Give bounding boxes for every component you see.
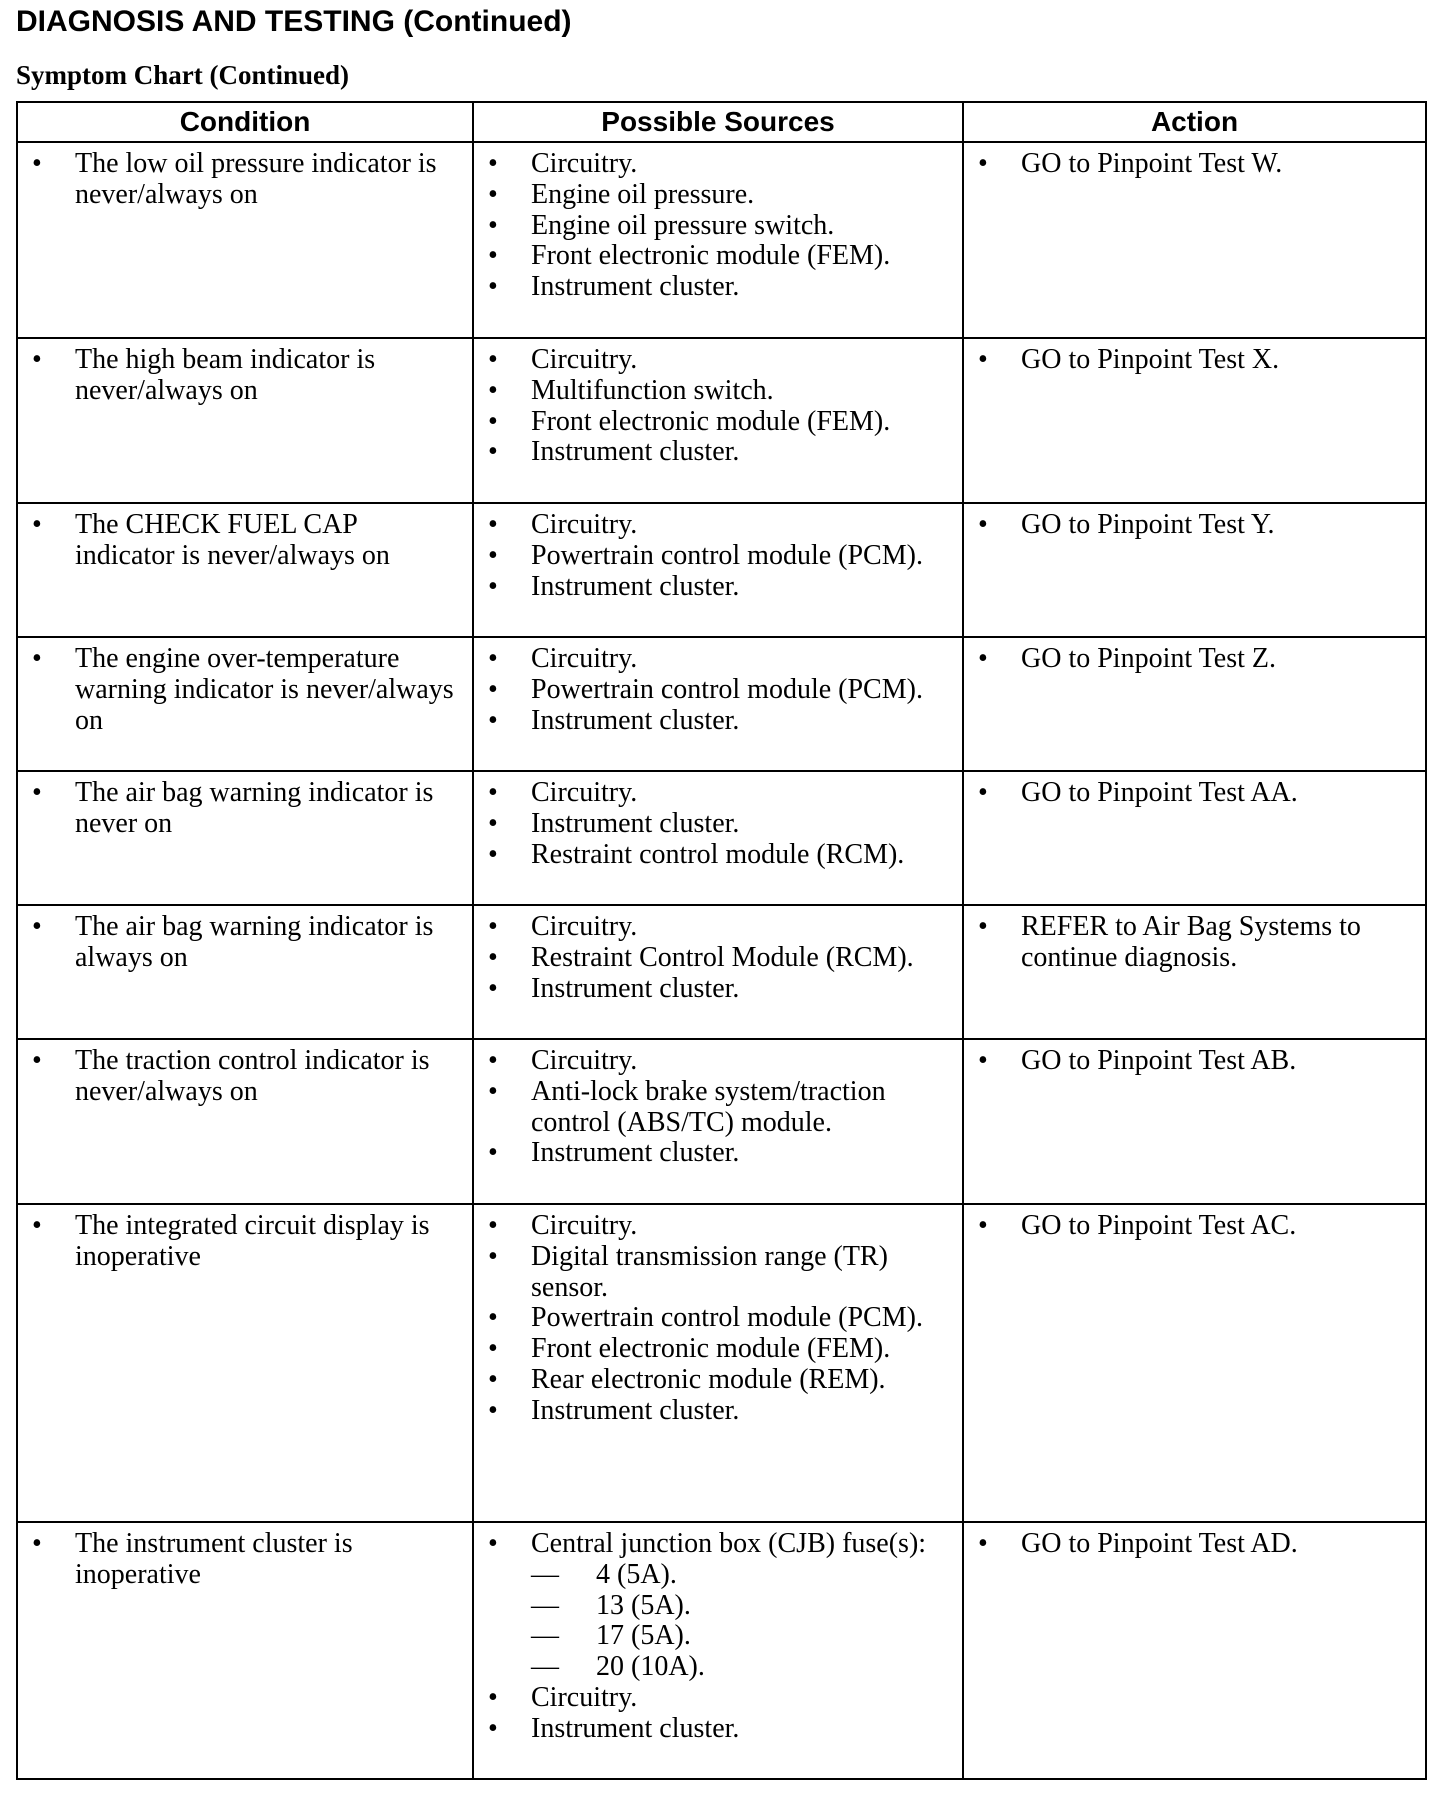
possible-sources-list bbox=[484, 345, 948, 468]
condition-cell bbox=[17, 1039, 473, 1204]
fuse-item bbox=[531, 1560, 948, 1591]
source-text: Instrument cluster. bbox=[531, 436, 740, 468]
possible-sources-list bbox=[484, 1529, 948, 1745]
action-list bbox=[974, 912, 1411, 974]
fuse-item bbox=[531, 1652, 948, 1683]
action-cell bbox=[963, 503, 1426, 637]
action-item bbox=[974, 1046, 1411, 1077]
bullet-icon: • bbox=[488, 911, 498, 942]
action-cell bbox=[963, 1039, 1426, 1204]
bullet-icon: • bbox=[488, 777, 498, 808]
page-title: DIAGNOSIS AND TESTING (Continued) bbox=[16, 5, 572, 38]
bullet-icon: • bbox=[32, 643, 42, 674]
condition-list bbox=[28, 345, 458, 407]
table-row bbox=[17, 338, 1426, 503]
bullet-icon: • bbox=[32, 509, 42, 540]
bullet-icon: • bbox=[488, 1045, 498, 1076]
bullet-icon: • bbox=[488, 1137, 498, 1169]
source-item bbox=[484, 1138, 948, 1169]
source-text: Powertrain control module (PCM). bbox=[531, 539, 923, 571]
table-row bbox=[17, 142, 1426, 338]
action-cell bbox=[963, 142, 1426, 338]
source-text: Circuitry. bbox=[531, 509, 638, 540]
source-item bbox=[484, 407, 948, 438]
action-item bbox=[974, 510, 1411, 541]
bullet-icon: • bbox=[32, 911, 42, 942]
bullet-icon: • bbox=[488, 1712, 498, 1744]
action-cell bbox=[963, 1204, 1426, 1522]
source-text: Circuitry. bbox=[531, 1045, 638, 1076]
source-text: Circuitry. bbox=[531, 643, 638, 674]
bullet-icon: • bbox=[978, 148, 988, 179]
source-item bbox=[484, 912, 948, 943]
condition-text: The air bag warning indicator is always on bbox=[75, 911, 434, 973]
bullet-icon: • bbox=[488, 1528, 498, 1559]
action-item bbox=[974, 912, 1411, 974]
source-item bbox=[484, 706, 948, 737]
source-item bbox=[484, 345, 948, 376]
bullet-icon: • bbox=[488, 344, 498, 375]
table-row bbox=[17, 771, 1426, 905]
bullet-icon: • bbox=[978, 1528, 988, 1559]
action-item bbox=[974, 1529, 1411, 1560]
table-row bbox=[17, 637, 1426, 771]
condition-list bbox=[28, 1211, 458, 1273]
source-item bbox=[484, 272, 948, 303]
possible-sources-cell bbox=[473, 771, 963, 905]
source-text: Instrument cluster. bbox=[531, 570, 740, 602]
possible-sources-list bbox=[484, 644, 948, 736]
condition-text: The engine over-temperature warning indicator is never/always on bbox=[75, 643, 454, 736]
source-text: Powertrain control module (PCM). bbox=[531, 673, 923, 705]
table-row bbox=[17, 503, 1426, 637]
source-item bbox=[484, 180, 948, 211]
condition-list bbox=[28, 1529, 458, 1591]
table-row bbox=[17, 1204, 1426, 1522]
possible-sources-cell bbox=[473, 637, 963, 771]
action-list bbox=[974, 1046, 1411, 1077]
source-item bbox=[484, 644, 948, 675]
bullet-icon: • bbox=[488, 1363, 498, 1395]
condition-item bbox=[28, 510, 458, 572]
fuse-item bbox=[531, 1591, 948, 1622]
dash-icon: — bbox=[531, 1651, 559, 1683]
bullet-icon: • bbox=[488, 509, 498, 540]
possible-sources-cell bbox=[473, 1039, 963, 1204]
condition-text: The instrument cluster is inoperative bbox=[75, 1528, 353, 1590]
bullet-icon: • bbox=[32, 777, 42, 808]
action-text: GO to Pinpoint Test W. bbox=[1021, 148, 1283, 179]
condition-item bbox=[28, 345, 458, 407]
source-item bbox=[484, 1396, 948, 1427]
source-item bbox=[484, 1242, 948, 1304]
bullet-icon: • bbox=[32, 1528, 42, 1559]
source-item bbox=[484, 778, 948, 809]
action-item bbox=[974, 1211, 1411, 1242]
possible-sources-cell bbox=[473, 905, 963, 1039]
condition-list bbox=[28, 644, 458, 736]
source-item bbox=[484, 241, 948, 272]
action-list bbox=[974, 778, 1411, 809]
possible-sources-list bbox=[484, 778, 948, 870]
source-text: Rear electronic module (REM). bbox=[531, 1363, 886, 1395]
bullet-icon: • bbox=[978, 911, 988, 942]
dash-icon: — bbox=[531, 1558, 559, 1590]
source-item bbox=[484, 1211, 948, 1242]
source-text: Central junction box (CJB) fuse(s): bbox=[531, 1528, 927, 1559]
source-text: Circuitry. bbox=[531, 344, 638, 375]
source-item bbox=[484, 943, 948, 974]
bullet-icon: • bbox=[978, 344, 988, 375]
section-title: Symptom Chart (Continued) bbox=[16, 60, 350, 90]
source-item bbox=[484, 1714, 948, 1745]
bullet-icon: • bbox=[488, 704, 498, 736]
source-text: Multifunction switch. bbox=[531, 374, 774, 406]
condition-list bbox=[28, 912, 458, 974]
source-text: Instrument cluster. bbox=[531, 1137, 740, 1169]
source-item bbox=[484, 376, 948, 407]
condition-text: The integrated circuit display is inoperative bbox=[75, 1210, 430, 1272]
bullet-icon: • bbox=[488, 1302, 498, 1334]
bullet-icon: • bbox=[488, 1394, 498, 1426]
bullet-icon: • bbox=[488, 643, 498, 674]
possible-sources-list bbox=[484, 149, 948, 303]
source-item bbox=[484, 1683, 948, 1714]
action-item bbox=[974, 345, 1411, 376]
table-row bbox=[17, 1039, 1426, 1204]
table-row bbox=[17, 905, 1426, 1039]
action-item bbox=[974, 644, 1411, 675]
source-item bbox=[484, 572, 948, 603]
source-text: Instrument cluster. bbox=[531, 807, 740, 839]
source-text: Circuitry. bbox=[531, 1210, 638, 1241]
action-text: GO to Pinpoint Test X. bbox=[1021, 344, 1280, 375]
bullet-icon: • bbox=[488, 570, 498, 602]
condition-cell bbox=[17, 637, 473, 771]
possible-sources-cell bbox=[473, 503, 963, 637]
source-item bbox=[484, 1046, 948, 1077]
action-item bbox=[974, 149, 1411, 180]
condition-cell bbox=[17, 771, 473, 905]
source-item bbox=[484, 809, 948, 840]
bullet-icon: • bbox=[488, 436, 498, 468]
source-item bbox=[484, 1529, 948, 1683]
source-item bbox=[484, 149, 948, 180]
condition-item bbox=[28, 1529, 458, 1591]
table-body bbox=[17, 142, 1426, 1779]
bullet-icon: • bbox=[978, 509, 988, 540]
condition-text: The low oil pressure indicator is never/always on bbox=[75, 148, 437, 210]
condition-text: The high beam indicator is never/always on bbox=[75, 344, 376, 406]
action-cell bbox=[963, 771, 1426, 905]
bullet-icon: • bbox=[978, 643, 988, 674]
bullet-icon: • bbox=[488, 838, 498, 870]
possible-sources-cell bbox=[473, 1204, 963, 1522]
condition-list bbox=[28, 510, 458, 572]
condition-cell bbox=[17, 142, 473, 338]
action-cell bbox=[963, 1522, 1426, 1779]
possible-sources-list bbox=[484, 1211, 948, 1427]
source-text: Circuitry. bbox=[531, 911, 638, 942]
fuse-text: 20 (10A). bbox=[596, 1651, 705, 1683]
table-header-row bbox=[17, 102, 1426, 142]
bullet-icon: • bbox=[488, 941, 498, 973]
source-text: Powertrain control module (PCM). bbox=[531, 1302, 923, 1334]
source-item bbox=[484, 1303, 948, 1334]
source-text: Circuitry. bbox=[531, 1681, 638, 1713]
source-item bbox=[484, 1077, 948, 1139]
bullet-icon: • bbox=[488, 539, 498, 571]
condition-text: The air bag warning indicator is never on bbox=[75, 777, 434, 839]
bullet-icon: • bbox=[488, 673, 498, 705]
bullet-icon: • bbox=[488, 271, 498, 303]
action-list bbox=[974, 510, 1411, 541]
column-header-condition: Condition bbox=[17, 102, 473, 142]
condition-item bbox=[28, 1211, 458, 1273]
bullet-icon: • bbox=[978, 1045, 988, 1076]
condition-cell bbox=[17, 503, 473, 637]
action-list bbox=[974, 1211, 1411, 1242]
column-header-possible-sources: Possible Sources bbox=[473, 102, 963, 142]
condition-list bbox=[28, 1046, 458, 1108]
source-text: Engine oil pressure switch. bbox=[531, 209, 835, 241]
source-text: Instrument cluster. bbox=[531, 972, 740, 1004]
fuse-list bbox=[531, 1560, 948, 1683]
bullet-icon: • bbox=[488, 1333, 498, 1365]
bullet-icon: • bbox=[488, 240, 498, 272]
action-list bbox=[974, 345, 1411, 376]
condition-list bbox=[28, 778, 458, 840]
column-header-action: Action bbox=[963, 102, 1426, 142]
bullet-icon: • bbox=[488, 1210, 498, 1241]
possible-sources-cell bbox=[473, 338, 963, 503]
source-text: Circuitry. bbox=[531, 148, 638, 179]
condition-text: The CHECK FUEL CAP indicator is never/always on bbox=[75, 509, 390, 571]
possible-sources-list bbox=[484, 510, 948, 602]
bullet-icon: • bbox=[488, 209, 498, 241]
source-text: Engine oil pressure. bbox=[531, 178, 755, 210]
source-item bbox=[484, 541, 948, 572]
dash-icon: — bbox=[531, 1589, 559, 1621]
bullet-icon: • bbox=[488, 1075, 498, 1107]
bullet-icon: • bbox=[488, 374, 498, 406]
source-item bbox=[484, 1334, 948, 1365]
bullet-icon: • bbox=[488, 148, 498, 179]
bullet-icon: • bbox=[488, 405, 498, 437]
condition-cell bbox=[17, 1204, 473, 1522]
action-cell bbox=[963, 637, 1426, 771]
action-text: GO to Pinpoint Test AD. bbox=[1021, 1528, 1298, 1559]
action-text: REFER to Air Bag Systems to continue diagnosis. bbox=[1021, 911, 1361, 973]
bullet-icon: • bbox=[488, 178, 498, 210]
condition-cell bbox=[17, 905, 473, 1039]
condition-item bbox=[28, 912, 458, 974]
bullet-icon: • bbox=[488, 807, 498, 839]
action-text: GO to Pinpoint Test AB. bbox=[1021, 1045, 1297, 1076]
source-item bbox=[484, 1365, 948, 1396]
action-text: GO to Pinpoint Test Y. bbox=[1021, 509, 1275, 540]
source-text: Anti-lock brake system/traction control (ABS/TC) module. bbox=[531, 1075, 886, 1138]
source-item bbox=[484, 510, 948, 541]
source-text: Instrument cluster. bbox=[531, 1712, 740, 1744]
action-item bbox=[974, 778, 1411, 809]
source-item bbox=[484, 211, 948, 242]
possible-sources-list bbox=[484, 1046, 948, 1169]
condition-item bbox=[28, 1046, 458, 1108]
condition-cell bbox=[17, 1522, 473, 1779]
source-text: Restraint control module (RCM). bbox=[531, 838, 905, 870]
table-row bbox=[17, 1522, 1426, 1779]
fuse-text: 13 (5A). bbox=[596, 1589, 691, 1621]
fuse-text: 4 (5A). bbox=[596, 1558, 677, 1590]
action-list bbox=[974, 149, 1411, 180]
bullet-icon: • bbox=[488, 972, 498, 1004]
symptom-chart-table bbox=[16, 101, 1427, 1780]
source-item bbox=[484, 974, 948, 1005]
source-text: Instrument cluster. bbox=[531, 1394, 740, 1426]
action-list bbox=[974, 644, 1411, 675]
bullet-icon: • bbox=[978, 1210, 988, 1241]
bullet-icon: • bbox=[488, 1240, 498, 1272]
source-text: Front electronic module (FEM). bbox=[531, 1333, 891, 1365]
condition-item bbox=[28, 778, 458, 840]
dash-icon: — bbox=[531, 1620, 559, 1652]
source-text: Instrument cluster. bbox=[531, 271, 740, 303]
source-text: Digital transmission range (TR) sensor. bbox=[531, 1240, 888, 1303]
condition-item bbox=[28, 149, 458, 211]
source-item bbox=[484, 675, 948, 706]
fuse-item bbox=[531, 1621, 948, 1652]
source-item bbox=[484, 437, 948, 468]
action-text: GO to Pinpoint Test AC. bbox=[1021, 1210, 1297, 1241]
action-text: GO to Pinpoint Test AA. bbox=[1021, 777, 1298, 808]
source-item bbox=[484, 840, 948, 871]
action-cell bbox=[963, 905, 1426, 1039]
source-text: Front electronic module (FEM). bbox=[531, 405, 891, 437]
bullet-icon: • bbox=[488, 1681, 498, 1713]
possible-sources-list bbox=[484, 912, 948, 1004]
bullet-icon: • bbox=[32, 1045, 42, 1076]
bullet-icon: • bbox=[978, 777, 988, 808]
source-text: Instrument cluster. bbox=[531, 704, 740, 736]
possible-sources-cell bbox=[473, 1522, 963, 1779]
action-list bbox=[974, 1529, 1411, 1560]
action-text: GO to Pinpoint Test Z. bbox=[1021, 643, 1276, 674]
condition-cell bbox=[17, 338, 473, 503]
action-cell bbox=[963, 338, 1426, 503]
condition-text: The traction control indicator is never/always on bbox=[75, 1045, 430, 1107]
bullet-icon: • bbox=[32, 1210, 42, 1241]
condition-item bbox=[28, 644, 458, 736]
possible-sources-cell bbox=[473, 142, 963, 338]
source-text: Front electronic module (FEM). bbox=[531, 240, 891, 272]
fuse-text: 17 (5A). bbox=[596, 1620, 691, 1652]
bullet-icon: • bbox=[32, 344, 42, 375]
source-text: Circuitry. bbox=[531, 777, 638, 808]
source-text: Restraint Control Module (RCM). bbox=[531, 941, 914, 973]
condition-list bbox=[28, 149, 458, 211]
bullet-icon: • bbox=[32, 148, 42, 179]
